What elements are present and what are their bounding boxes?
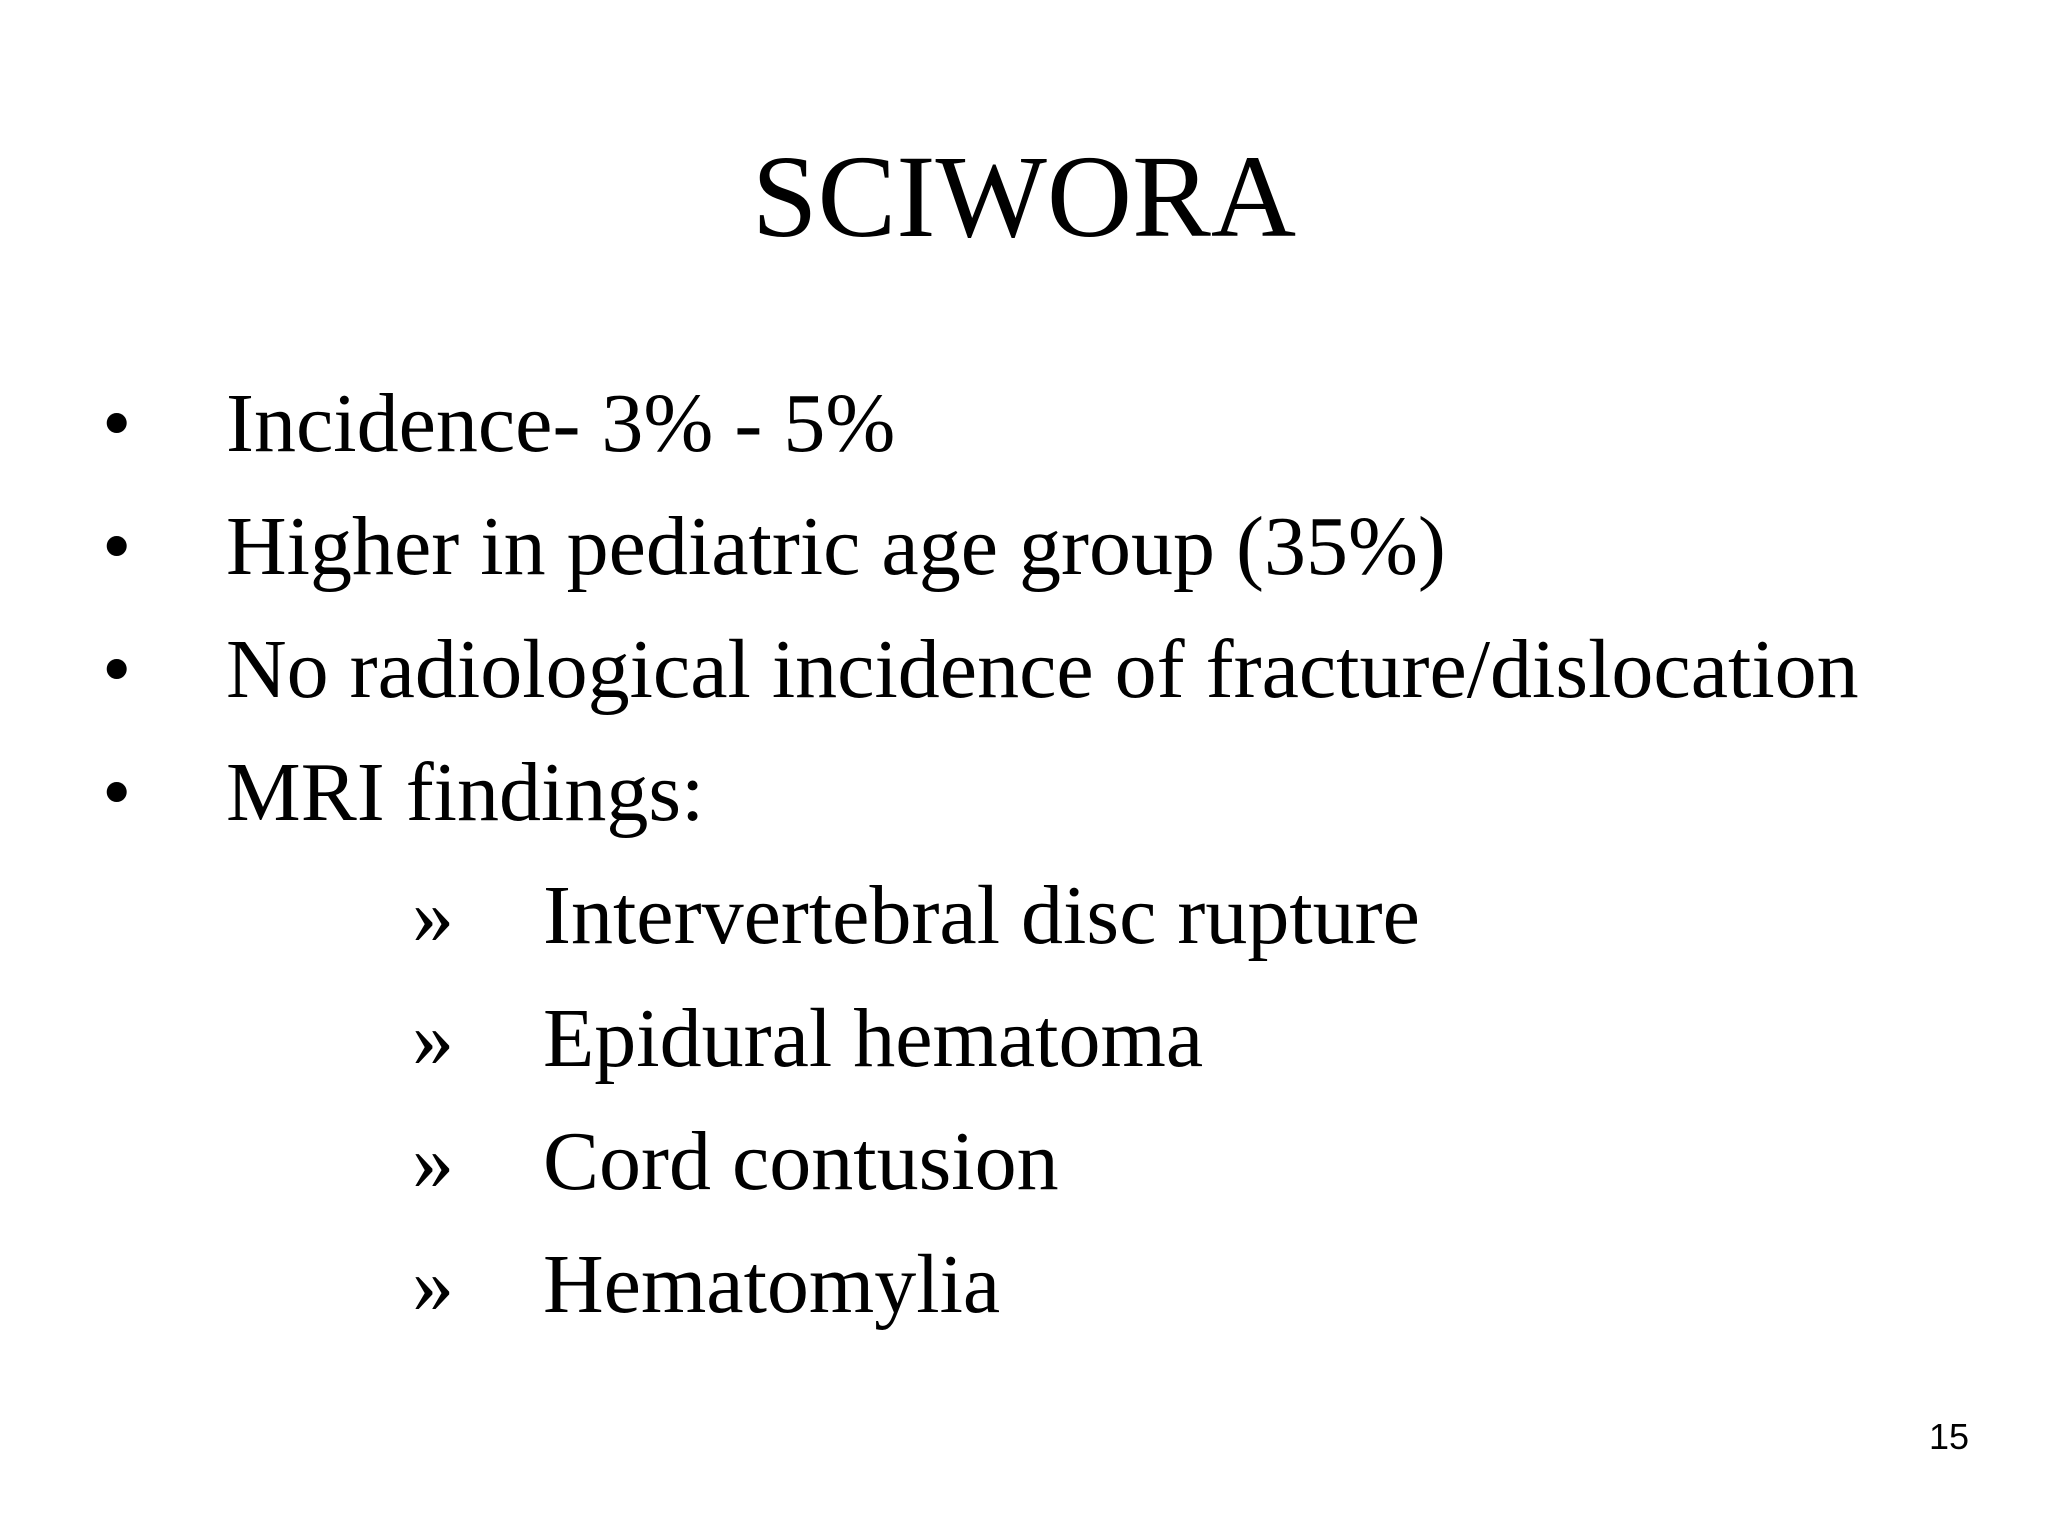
bullet-list xyxy=(0,362,2048,1346)
bullet-item xyxy=(0,485,2048,608)
bullet-item xyxy=(0,608,2048,731)
sub-bullet-text: Cord contusion xyxy=(543,1115,1059,1208)
slide-title: SCIWORA xyxy=(751,131,1297,262)
sub-bullet-text: Hematomylia xyxy=(543,1238,1001,1331)
sub-bullet-text: Epidural hematoma xyxy=(543,992,1204,1085)
sub-bullet-item xyxy=(0,854,2048,977)
bullet-marker: • xyxy=(102,377,132,470)
sub-bullet-item xyxy=(0,1100,2048,1223)
bullet-marker: • xyxy=(102,623,132,716)
sub-bullet-text: Intervertebral disc rupture xyxy=(543,869,1420,962)
sub-bullet-marker: » xyxy=(412,869,454,962)
bullet-marker: • xyxy=(102,746,132,839)
sub-bullet-marker: » xyxy=(412,1115,454,1208)
page-number: 15 xyxy=(1928,1416,1969,1457)
sub-bullet-marker: » xyxy=(412,1238,454,1331)
bullet-text: MRI findings: xyxy=(226,746,705,839)
sub-bullet-marker: » xyxy=(412,992,454,1085)
sub-bullet-item xyxy=(0,1223,2048,1346)
bullet-marker: • xyxy=(102,500,132,593)
bullet-text: Higher in pediatric age group (35%) xyxy=(226,500,1446,593)
sub-bullet-item xyxy=(0,977,2048,1100)
bullet-item xyxy=(0,362,2048,485)
bullet-item xyxy=(0,731,2048,854)
bullet-text: Incidence- 3% - 5% xyxy=(226,377,896,470)
bullet-text: No radiological incidence of fracture/dislocation xyxy=(226,623,1859,716)
